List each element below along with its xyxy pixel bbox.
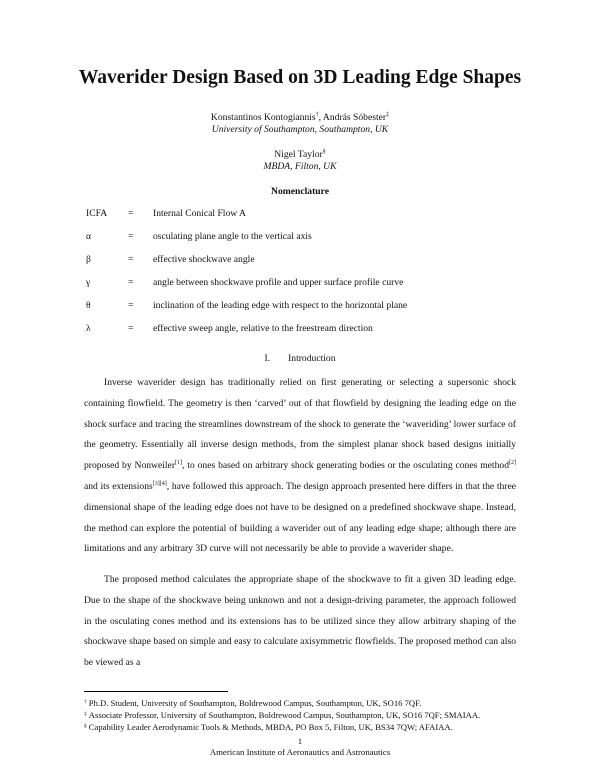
nomenclature-row	[0, 300, 600, 312]
section-number: I.	[264, 353, 271, 364]
nomenclature-row	[0, 323, 600, 335]
footnote	[84, 710, 480, 721]
footnote-mark: ‡	[84, 711, 87, 717]
nomenclature-symbol: α	[86, 231, 92, 242]
nomenclature-symbol: ICFA	[86, 208, 108, 219]
equals-sign: =	[128, 300, 134, 311]
author-names-1: Konstantinos Kontogiannis	[210, 112, 316, 123]
nomenclature-definition: osculating plane angle to the vertical axis	[153, 231, 312, 242]
nomenclature-definition: angle between shockwave profile and upper surface profile curve	[153, 277, 404, 288]
footnote-mark: †	[84, 699, 87, 705]
footnote-text: Capability Leader Aerodynamic Tools & Methods, MBDA, PO Box 5, Filton, UK, BS34 7QW; AFAIAA.	[88, 722, 453, 732]
nomenclature-definition: effective sweep angle, relative to the freestream direction	[153, 323, 373, 334]
paper-title: Waverider Design Based on 3D Leading Edge Shapes	[78, 67, 522, 88]
nomenclature-symbol: β	[86, 254, 91, 265]
nomenclature-definition: Internal Conical Flow A	[153, 208, 246, 219]
footnote-text: Associate Professor, University of Southampton, Boldrewood Campus, Southampton, UK, SO16 7QF; SMAIAA.	[88, 710, 481, 720]
affiliation-1: University of Southampton, Southampton, UK	[211, 124, 389, 135]
citation: [2]	[509, 460, 516, 467]
equals-sign: =	[128, 208, 134, 219]
footnote-separator	[84, 691, 228, 692]
paragraph-text: Inverse waverider design has traditionally relied on first generating or selecting a supersonic shock containing flowfield. The geometry is then ‘carved’ out of that flowfield by designing the leading edge on the shock surface and tracing the streamlines downstream of the shock to generate the ‘waveriding’ lower surface of the geometry. Essentially all inverse design methods, from the simplest planar shock based designs initially proposed by Nonweiler	[84, 377, 516, 472]
page-footer: American Institute of Aeronautics and Astronautics	[209, 747, 391, 757]
nomenclature-symbol: λ	[86, 323, 91, 334]
footnote-mark: §	[84, 723, 87, 729]
nomenclature-heading: Nomenclature	[271, 186, 329, 197]
affiliation-2: MBDA, Filton, UK	[263, 161, 337, 172]
nomenclature-row	[0, 277, 600, 289]
nomenclature-definition: inclination of the leading edge with respect to the horizontal plane	[153, 300, 408, 311]
equals-sign: =	[128, 277, 134, 288]
nomenclature-symbol: θ	[86, 300, 91, 311]
author-line-1	[0, 112, 600, 124]
citation: [3][4]	[152, 480, 167, 487]
equals-sign: =	[128, 254, 134, 265]
author-names-2: , András Sóbester	[318, 112, 387, 123]
footnote	[84, 698, 421, 709]
footnote-mark-2: ‡	[386, 112, 390, 118]
footnote-text: Ph.D. Student, University of Southampton, Boldrewood Campus, Southampton, UK, SO16 7QF.	[88, 698, 422, 708]
section-title: Introduction	[288, 353, 336, 364]
nomenclature-definition: effective shockwave angle	[153, 254, 255, 265]
paragraph-text: and its extensions	[84, 480, 153, 492]
nomenclature-symbol: γ	[86, 277, 91, 288]
paragraph-text: , to ones based on arbitrary shock generating bodies or the osculating cones method	[182, 460, 509, 472]
nomenclature-row	[0, 231, 600, 243]
body-paragraph-1	[84, 373, 516, 560]
body-paragraph-2: The proposed method calculates the appropriate shape of the shockwave to fit a given 3D leading edge. Due to the shape of the shockwave being unknown and not a design-driving parameter, the approach followed in the osculating cones method and its extensions has to be utilized since they allow arbitrary shaping of the shockwave shape based on simple and easy to calculate axisymmetric flowfields. The proposed method can also be viewed as a	[84, 574, 516, 669]
section-heading	[0, 353, 600, 364]
nomenclature-row	[0, 208, 600, 220]
page-number: 1	[297, 736, 303, 746]
author-name-3: Nigel Taylor	[274, 149, 323, 160]
equals-sign: =	[128, 231, 134, 242]
nomenclature-row	[0, 254, 600, 266]
equals-sign: =	[128, 323, 134, 334]
footnote-mark-3: §	[322, 149, 326, 155]
paragraph-text: , have followed this approach. The design approach presented here differs in that the three dimensional shape of the leading edge does not have to be designed on a predefined shockwave shape. Instead, the method can explore the potential of building a waverider out of any leading edge shape; although there are limitations and any arbitrary 3D curve will not necessarily be able to provide a waverider shape.	[84, 480, 516, 555]
footnote-mark-1: †	[315, 112, 319, 118]
citation: [1]	[175, 460, 183, 467]
footnote	[84, 722, 453, 733]
author-line-2	[0, 149, 600, 161]
